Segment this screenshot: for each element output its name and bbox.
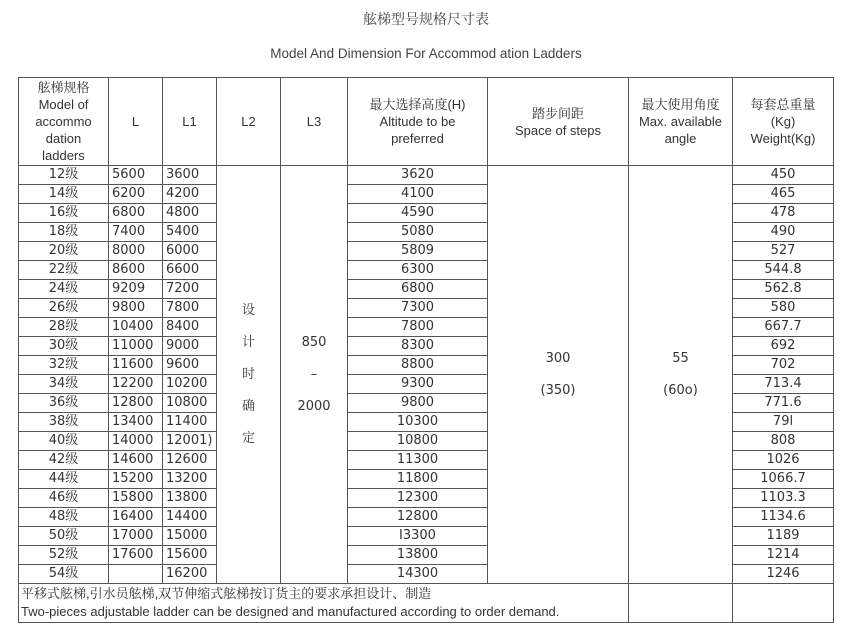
cell-weight: 1134.6 xyxy=(733,508,834,527)
header-steps-en: Space of steps xyxy=(515,122,601,138)
cell-model: 38级 xyxy=(19,413,109,432)
cell-L: 10400 xyxy=(109,318,163,337)
header-model-cn: 舷梯规格 xyxy=(37,80,90,95)
cell-model: 14级 xyxy=(19,185,109,204)
cell-model: 46级 xyxy=(19,489,109,508)
cell-L1: 5400 xyxy=(163,223,217,242)
cell-model: 50级 xyxy=(19,527,109,546)
cell-weight: 1214 xyxy=(733,546,834,565)
header-steps-cn: 踏步间距 xyxy=(531,105,584,121)
header-weight-unit: (Kg) xyxy=(770,114,796,129)
header-model-en-4: ladders xyxy=(42,148,85,163)
cell-altitude: 5080 xyxy=(348,223,488,242)
header-L3: L3 xyxy=(281,78,348,166)
footnote xyxy=(19,584,629,623)
table-row xyxy=(19,166,834,185)
cell-weight: 478 xyxy=(733,204,834,223)
cell-L: 17000 xyxy=(109,527,163,546)
steps-value: 300 xyxy=(545,350,571,366)
cell-altitude: 10800 xyxy=(348,432,488,451)
L2-char: 计 xyxy=(241,334,255,350)
cell-weight: 450 xyxy=(733,166,834,185)
cell-model: 52级 xyxy=(19,546,109,565)
angle-value: 55 xyxy=(672,350,689,366)
cell-L: 13400 xyxy=(109,413,163,432)
cell-weight: 713.4 xyxy=(733,375,834,394)
cell-weight: 771.6 xyxy=(733,394,834,413)
cell-L1: 12001) xyxy=(163,432,217,451)
cell-weight: 1246 xyxy=(733,565,834,584)
cell-L: 7400 xyxy=(109,223,163,242)
cell-L: 6800 xyxy=(109,204,163,223)
cell-model: 42级 xyxy=(19,451,109,470)
cell-weight: 465 xyxy=(733,185,834,204)
ladder-spec-table xyxy=(18,77,834,623)
header-angle-en-1: Max. available xyxy=(638,114,723,129)
cell-altitude: 11300 xyxy=(348,451,488,470)
cell-altitude: 7300 xyxy=(348,299,488,318)
cell-L1: 15000 xyxy=(163,527,217,546)
cell-weight: 1066.7 xyxy=(733,470,834,489)
cell-model: 24级 xyxy=(19,280,109,299)
cell-model: 40级 xyxy=(19,432,109,451)
cell-weight: 544.8 xyxy=(733,261,834,280)
cell-weight: 79l xyxy=(733,413,834,432)
header-model-en-2: accommo xyxy=(35,114,92,129)
cell-altitude: I3300 xyxy=(348,527,488,546)
cell-weight: 702 xyxy=(733,356,834,375)
cell-L: 14600 xyxy=(109,451,163,470)
cell-model: 16级 xyxy=(19,204,109,223)
cell-angle-merged xyxy=(629,166,733,584)
cell-altitude: 8300 xyxy=(348,337,488,356)
cell-model: 32级 xyxy=(19,356,109,375)
angle-value: (60o) xyxy=(663,382,698,398)
cell-L1: 6600 xyxy=(163,261,217,280)
cell-model: 30级 xyxy=(19,337,109,356)
header-L1: L1 xyxy=(163,78,217,166)
header-L: L xyxy=(109,78,163,166)
cell-model: 12级 xyxy=(19,166,109,185)
cell-L1: 4200 xyxy=(163,185,217,204)
cell-altitude: 13800 xyxy=(348,546,488,565)
cell-model: 34级 xyxy=(19,375,109,394)
header-model-en-1: Model of xyxy=(38,97,89,112)
cell-model: 22级 xyxy=(19,261,109,280)
L2-char: 确 xyxy=(241,398,255,414)
cell-weight: 808 xyxy=(733,432,834,451)
cell-L: 9209 xyxy=(109,280,163,299)
note-empty-angle xyxy=(629,584,733,623)
L2-char: 定 xyxy=(241,430,255,446)
cell-L1: 8400 xyxy=(163,318,217,337)
cell-L: 5600 xyxy=(109,166,163,185)
cell-L1: 9600 xyxy=(163,356,217,375)
header-model-en-3: dation xyxy=(45,131,82,146)
cell-model: 36级 xyxy=(19,394,109,413)
cell-L1: 10200 xyxy=(163,375,217,394)
header-altitude xyxy=(348,78,488,166)
note-empty-weight xyxy=(733,584,834,623)
cell-L1: 4800 xyxy=(163,204,217,223)
header-altitude-en-1: Altitude to be xyxy=(379,114,456,129)
cell-L1: 15600 xyxy=(163,546,217,565)
cell-altitude: 4100 xyxy=(348,185,488,204)
table-body xyxy=(19,166,834,623)
cell-L1: 9000 xyxy=(163,337,217,356)
cell-L1: 12600 xyxy=(163,451,217,470)
steps-value: (350) xyxy=(540,382,576,398)
cell-L: 12200 xyxy=(109,375,163,394)
cell-altitude: 6300 xyxy=(348,261,488,280)
cell-L1: 13800 xyxy=(163,489,217,508)
cell-L: 11600 xyxy=(109,356,163,375)
cell-weight: 490 xyxy=(733,223,834,242)
cell-L: 11000 xyxy=(109,337,163,356)
cell-altitude: 11800 xyxy=(348,470,488,489)
cell-altitude: 7800 xyxy=(348,318,488,337)
cell-L1: 6000 xyxy=(163,242,217,261)
L3-value: 2000 xyxy=(297,398,331,414)
cell-altitude: 9800 xyxy=(348,394,488,413)
cell-L3-merged xyxy=(281,166,348,584)
page-title-en: Model And Dimension For Accommod ation Ladders xyxy=(270,46,582,61)
cell-L: 15200 xyxy=(109,470,163,489)
header-L2: L2 xyxy=(217,78,281,166)
cell-L: 9800 xyxy=(109,299,163,318)
cell-L: 8600 xyxy=(109,261,163,280)
cell-altitude: 6800 xyxy=(348,280,488,299)
cell-L1: 3600 xyxy=(163,166,217,185)
page-title-cn: 舷梯型号规格尺寸表 xyxy=(363,12,489,28)
header-steps xyxy=(488,78,629,166)
cell-model: 26级 xyxy=(19,299,109,318)
header-row xyxy=(19,78,834,166)
L2-char: 时 xyxy=(241,366,255,382)
header-weight-en: Weight(Kg) xyxy=(750,131,816,146)
cell-L xyxy=(109,565,163,584)
cell-altitude: 12300 xyxy=(348,489,488,508)
header-altitude-cn: 最大选择高度(H) xyxy=(369,97,466,112)
L3-value: 850 xyxy=(301,334,327,350)
cell-altitude: 3620 xyxy=(348,166,488,185)
cell-weight: 692 xyxy=(733,337,834,356)
cell-altitude: 10300 xyxy=(348,413,488,432)
cell-L: 14000 xyxy=(109,432,163,451)
cell-model: 54级 xyxy=(19,565,109,584)
header-angle xyxy=(629,78,733,166)
cell-L1: 16200 xyxy=(163,565,217,584)
cell-L: 12800 xyxy=(109,394,163,413)
footnote-en: Two-pieces adjustable ladder can be designed and manufactured according to order demand. xyxy=(21,604,560,619)
cell-weight: 580 xyxy=(733,299,834,318)
cell-weight: 1189 xyxy=(733,527,834,546)
header-angle-cn: 最大使用角度 xyxy=(641,97,720,112)
header-weight xyxy=(733,78,834,166)
cell-altitude: 14300 xyxy=(348,565,488,584)
cell-altitude: 9300 xyxy=(348,375,488,394)
cell-altitude: 5809 xyxy=(348,242,488,261)
cell-L1: 14400 xyxy=(163,508,217,527)
header-angle-en-2: angle xyxy=(664,131,697,146)
cell-L: 8000 xyxy=(109,242,163,261)
header-altitude-en-2: preferred xyxy=(391,131,444,146)
cell-L: 17600 xyxy=(109,546,163,565)
L2-char: 设 xyxy=(241,302,255,318)
header-model xyxy=(19,78,109,166)
cell-weight: 562.8 xyxy=(733,280,834,299)
cell-L1: 7200 xyxy=(163,280,217,299)
cell-altitude: 4590 xyxy=(348,204,488,223)
cell-altitude: 8800 xyxy=(348,356,488,375)
cell-model: 28级 xyxy=(19,318,109,337)
cell-steps-merged xyxy=(488,166,629,584)
cell-L: 6200 xyxy=(109,185,163,204)
cell-L1: 11400 xyxy=(163,413,217,432)
cell-L: 16400 xyxy=(109,508,163,527)
cell-weight: 527 xyxy=(733,242,834,261)
cell-L1: 7800 xyxy=(163,299,217,318)
cell-L: 15800 xyxy=(109,489,163,508)
cell-altitude: 12800 xyxy=(348,508,488,527)
note-row xyxy=(19,584,834,623)
header-weight-cn: 每套总重量 xyxy=(750,97,816,112)
cell-model: 44级 xyxy=(19,470,109,489)
footnote-cn: 平移式舷梯,引水员舷梯,双节伸缩式舷梯按订货主的要求承担设计、制造 xyxy=(21,586,432,601)
cell-L1: 13200 xyxy=(163,470,217,489)
cell-model: 48级 xyxy=(19,508,109,527)
cell-L2-merged xyxy=(217,166,281,584)
cell-weight: 667.7 xyxy=(733,318,834,337)
L3-value: – xyxy=(310,366,318,382)
cell-weight: 1103.3 xyxy=(733,489,834,508)
cell-L1: 10800 xyxy=(163,394,217,413)
cell-model: 18级 xyxy=(19,223,109,242)
cell-weight: 1026 xyxy=(733,451,834,470)
cell-model: 20级 xyxy=(19,242,109,261)
